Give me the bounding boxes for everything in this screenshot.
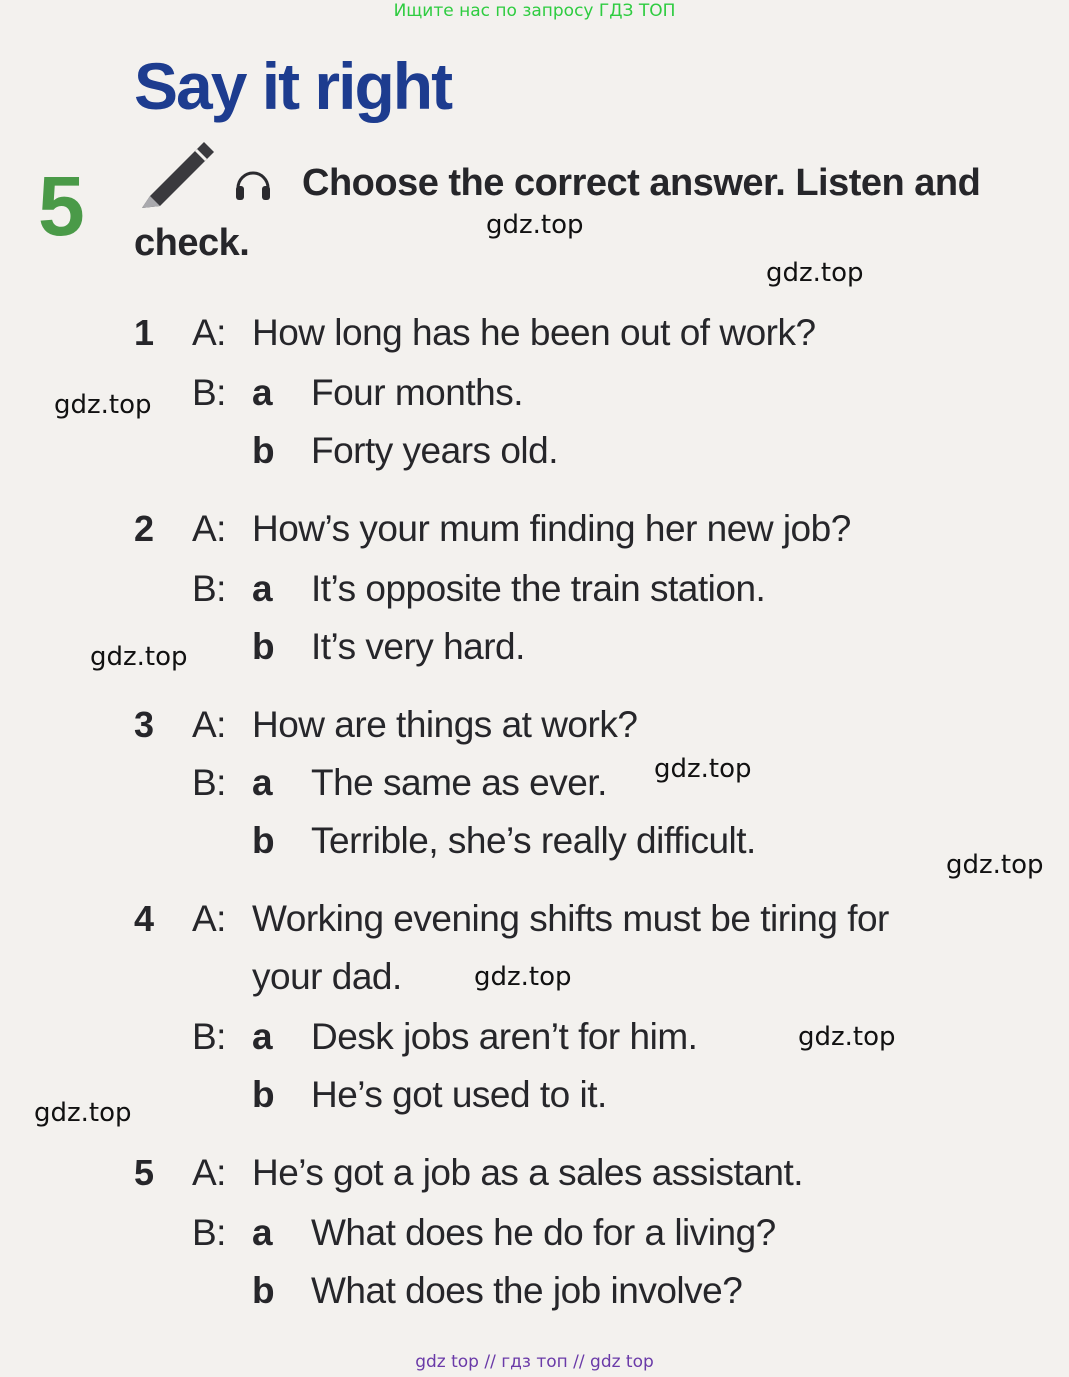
- option-letter: a: [252, 1212, 273, 1253]
- top-banner: Ищите нас по запросу ГДЗ ТОП: [393, 1, 676, 21]
- speaker-a-label: A:: [192, 508, 226, 549]
- exercise-number: 5: [38, 159, 85, 253]
- watermark: gdz.top: [34, 1098, 132, 1128]
- option-text: Four months.: [311, 372, 523, 413]
- speaker-a-label: A:: [192, 1152, 226, 1193]
- instruction-line-2: check.: [134, 222, 250, 264]
- page-title: Say it right: [134, 49, 452, 123]
- question-text: How’s your mum finding her new job?: [252, 508, 851, 549]
- option-letter: a: [252, 372, 273, 413]
- item-number: 5: [134, 1152, 154, 1193]
- watermark: gdz.top: [946, 850, 1044, 880]
- item-number: 2: [134, 508, 154, 549]
- option-text: He’s got used to it.: [311, 1074, 607, 1115]
- option-letter: b: [252, 1270, 275, 1311]
- option-text: It’s very hard.: [311, 626, 525, 667]
- speaker-a-label: A:: [192, 704, 226, 745]
- pen-icon: [136, 136, 216, 214]
- question-text: He’s got a job as a sales assistant.: [252, 1152, 804, 1193]
- option-letter: b: [252, 626, 275, 667]
- item-number: 4: [134, 898, 154, 939]
- item-number: 1: [134, 312, 154, 353]
- question-text: Working evening shifts must be tiring for: [252, 898, 889, 939]
- question-text: How are things at work?: [252, 704, 638, 745]
- option-letter: b: [252, 430, 275, 471]
- speaker-b-label: B:: [192, 372, 226, 413]
- speaker-b-label: B:: [192, 1016, 226, 1057]
- headphones-icon: [232, 162, 274, 204]
- option-text: What does the job involve?: [311, 1270, 743, 1311]
- speaker-b-label: B:: [192, 1212, 226, 1253]
- option-letter: a: [252, 1016, 273, 1057]
- option-text: The same as ever.: [311, 762, 607, 803]
- option-text: Terrible, she’s really difficult.: [311, 820, 756, 861]
- watermark: gdz.top: [798, 1022, 896, 1052]
- question-text: How long has he been out of work?: [252, 312, 816, 353]
- option-letter: b: [252, 820, 275, 861]
- option-text: It’s opposite the train station.: [311, 568, 766, 609]
- watermark: gdz.top: [90, 642, 188, 672]
- option-text: Forty years old.: [311, 430, 558, 471]
- instruction-line-1: Choose the correct answer. Listen and: [302, 162, 981, 204]
- watermark: gdz.top: [54, 390, 152, 420]
- watermark: gdz.top: [474, 962, 572, 992]
- speaker-a-label: A:: [192, 898, 226, 939]
- watermark: gdz.top: [654, 754, 752, 784]
- option-text: What does he do for a living?: [311, 1212, 776, 1253]
- option-text: Desk jobs aren’t for him.: [311, 1016, 698, 1057]
- speaker-b-label: B:: [192, 568, 226, 609]
- option-letter: a: [252, 568, 273, 609]
- item-number: 3: [134, 704, 154, 745]
- question-text-continued: your dad.: [252, 956, 402, 997]
- watermark: gdz.top: [766, 258, 864, 288]
- bottom-banner: gdz top // гдз топ // gdz top: [415, 1352, 654, 1372]
- speaker-a-label: A:: [192, 312, 226, 353]
- option-letter: b: [252, 1074, 275, 1115]
- speaker-b-label: B:: [192, 762, 226, 803]
- watermark: gdz.top: [486, 210, 584, 240]
- option-letter: a: [252, 762, 273, 803]
